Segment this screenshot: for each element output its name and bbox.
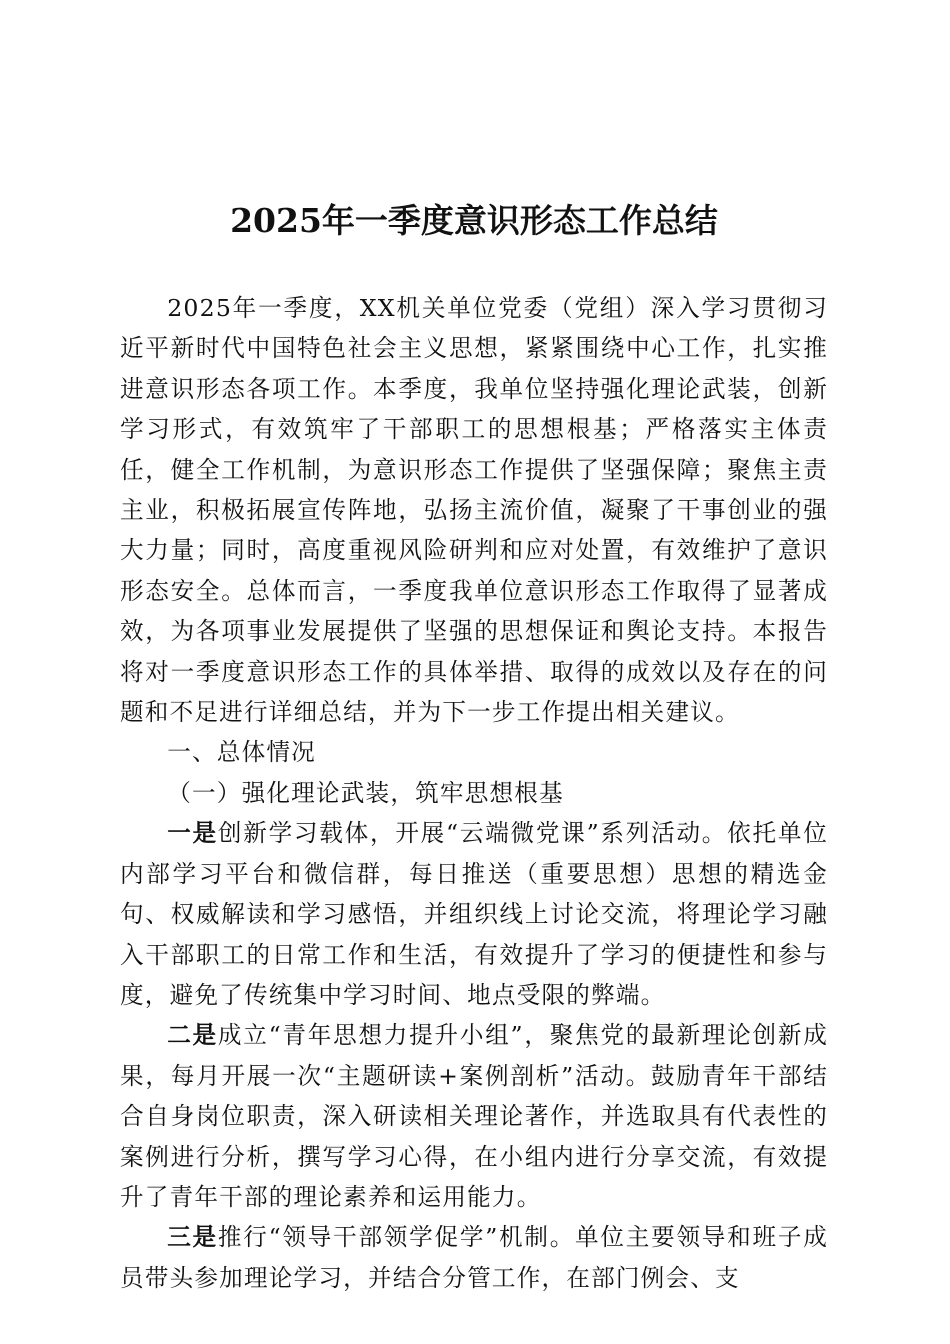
subsection-heading: （一）强化理论武装，筑牢思想根基	[167, 778, 564, 807]
document-body	[120, 288, 828, 1298]
item-text: 成立“青年思想力提升小组”，聚焦党的最新理论创新成果，每月开展一次“主题研读+案例剖析”活动。鼓励青年干部结合自身岗位职责，深入研读相关理论著作，并选取具有代表性的案例进行分析，撰写学习心得，在小组内进行分享交流，有效提升了青年干部的理论素养和运用能力。	[120, 1021, 828, 1211]
list-item	[120, 1015, 828, 1217]
item-lead: 二是	[167, 1021, 218, 1050]
section-heading: 一、总体情况	[167, 738, 316, 767]
item-text: 创新学习载体，开展“云端微党课”系列活动。依托单位内部学习平台和微信群，每日推送（重要思想）思想的精选金句、权威解读和学习感悟，并组织线上讨论交流，将理论学习融入干部职工的日常工作和生活，有效提升了学习的便捷性和参与度，避免了传统集中学习时间、地点受限的弊端。	[120, 819, 828, 1009]
item-lead: 三是	[167, 1223, 218, 1252]
item-text: 推行“领导干部领学促学”机制。单位主要领导和班子成员带头参加理论学习，并结合分管工作，在部门例会、支	[120, 1223, 828, 1292]
list-item	[120, 1217, 828, 1298]
document-title: 2025年一季度意识形态工作总结	[230, 201, 718, 240]
list-item	[120, 813, 828, 1015]
intro-paragraph: 2025年一季度，XX机关单位党委（党组）深入学习贯彻习近平新时代中国特色社会主义思想，紧紧围绕中心工作，扎实推进意识形态各项工作。本季度，我单位坚持强化理论武装，创新学习形式，有效筑牢了干部职工的思想根基；严格落实主体责任，健全工作机制，为意识形态工作提供了坚强保障；聚焦主责主业，积极拓展宣传阵地，弘扬主流价值，凝聚了干事创业的强大力量；同时，高度重视风险研判和应对处置，有效维护了意识形态安全。总体而言，一季度我单位意识形态工作取得了显著成效，为各项事业发展提供了坚强的思想保证和舆论支持。本报告将对一季度意识形态工作的具体举措、取得的成效以及存在的问题和不足进行详细总结，并为下一步工作提出相关建议。	[120, 294, 828, 727]
document-page	[120, 0, 828, 1344]
item-lead: 一是	[167, 819, 218, 848]
